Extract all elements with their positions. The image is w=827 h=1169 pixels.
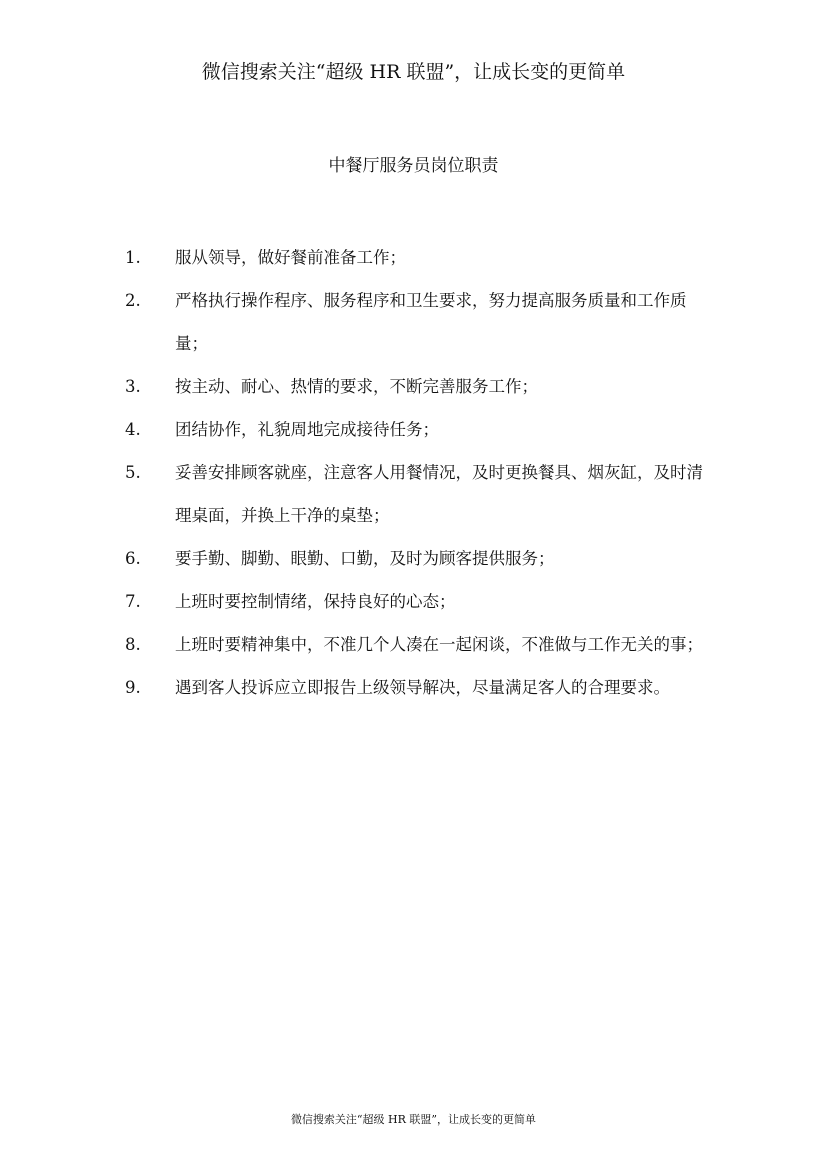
duty-text: 严格执行操作程序、服务程序和卫生要求，努力提高服务质量和工作质量； [175, 291, 687, 353]
duty-number: 2. [125, 291, 141, 310]
duty-item-8 [125, 623, 715, 666]
duty-text: 服从领导，做好餐前准备工作； [175, 248, 406, 267]
header-promo-text: 微信搜索关注“超级 HR 联盟”，让成长变的更简单 [201, 61, 626, 83]
duty-list [125, 236, 715, 709]
duty-item-3 [125, 365, 715, 408]
duty-item-4 [125, 408, 715, 451]
duty-number: 1. [125, 248, 141, 267]
duty-item-6 [125, 537, 715, 580]
duty-number: 8. [125, 635, 141, 654]
duty-item-1 [125, 236, 715, 279]
duty-number: 9. [125, 678, 141, 697]
duty-text: 上班时要精神集中，不准几个人凑在一起闲谈，不准做与工作无关的事； [175, 635, 703, 654]
duty-item-2 [125, 279, 715, 365]
duty-text: 要手勤、脚勤、眼勤、口勤，及时为顾客提供服务； [175, 549, 555, 568]
duty-text: 团结协作，礼貌周地完成接待任务； [175, 420, 439, 439]
duty-text: 遇到客人投诉应立即报告上级领导解决，尽量满足客人的合理要求。 [175, 678, 670, 697]
duty-number: 4. [125, 420, 141, 439]
duty-item-7 [125, 580, 715, 623]
duty-number: 7. [125, 592, 141, 611]
duty-number: 3. [125, 377, 141, 396]
duty-text: 妥善安排顾客就座，注意客人用餐情况，及时更换餐具、烟灰缸，及时清理桌面，并换上干净的桌垫； [175, 463, 703, 525]
footer-promo-text: 微信搜索关注“超级 HR 联盟”，让成长变的更简单 [290, 1113, 537, 1126]
duty-item-9 [125, 666, 715, 709]
duty-text: 上班时要控制情绪，保持良好的心态； [175, 592, 456, 611]
duty-number: 5. [125, 463, 141, 482]
document-title: 中餐厅服务员岗位职责 [328, 156, 499, 176]
duty-number: 6. [125, 549, 141, 568]
duty-item-5 [125, 451, 715, 537]
duty-text: 按主动、耐心、热情的要求，不断完善服务工作； [175, 377, 538, 396]
